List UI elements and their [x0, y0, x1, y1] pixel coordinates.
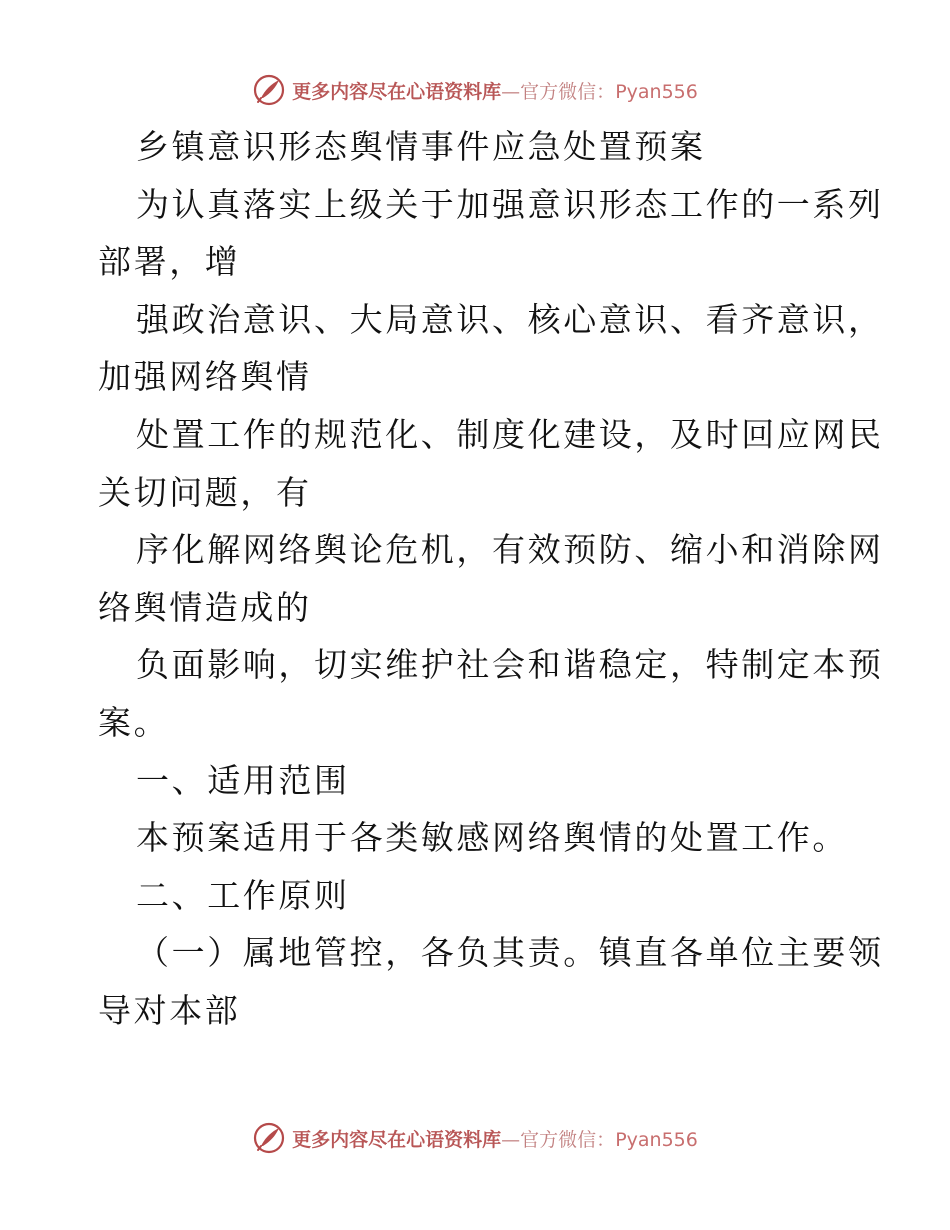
footer-watermark — [0, 1118, 950, 1158]
watermark-wechat-label: 官方微信： — [520, 1128, 616, 1151]
document-line: 为认真落实上级关于加强意识形态工作的一系列 — [136, 184, 884, 224]
document-line: 部署，增 — [98, 242, 241, 282]
document-line: 强政治意识、大局意识、核心意识、看齐意识， — [136, 299, 884, 339]
document-line: 二、工作原则 — [136, 875, 350, 915]
header-watermark — [0, 70, 950, 110]
watermark-wechat-id: Pyan556 — [615, 80, 698, 103]
watermark-site-text: 更多内容尽在心语资料库 — [292, 1128, 502, 1151]
document-line: 案。 — [98, 702, 170, 742]
document-line: 络舆情造成的 — [98, 587, 312, 627]
document-line: 负面影响，切实维护社会和谐稳定，特制定本预 — [136, 645, 884, 685]
watermark-text — [292, 1125, 698, 1152]
watermark-separator: — — [501, 80, 521, 103]
watermark-text — [292, 77, 698, 104]
document-line: 乡镇意识形态舆情事件应急处置预案 — [136, 127, 706, 166]
watermark-wechat-label: 官方微信： — [520, 80, 616, 103]
document-line: 本预案适用于各类敏感网络舆情的处置工作。 — [136, 818, 848, 858]
watermark-separator: — — [501, 1128, 521, 1151]
quill-pen-logo-icon — [252, 1121, 286, 1155]
document-line: 加强网络舆情 — [98, 357, 312, 397]
document-line: 一、适用范围 — [136, 760, 350, 800]
quill-pen-logo-icon — [252, 73, 286, 107]
document-line: （一）属地管控，各负其责。镇直各单位主要领 — [136, 933, 884, 973]
document-line: 导对本部 — [98, 990, 241, 1030]
document-body — [98, 118, 884, 1040]
watermark-wechat-id: Pyan556 — [615, 1128, 698, 1151]
document-line: 关切问题，有 — [98, 472, 312, 512]
watermark-site-text: 更多内容尽在心语资料库 — [292, 80, 502, 103]
document-line: 序化解网络舆论危机，有效预防、缩小和消除网 — [136, 530, 884, 570]
document-line: 处置工作的规范化、制度化建设，及时回应网民 — [136, 414, 884, 454]
